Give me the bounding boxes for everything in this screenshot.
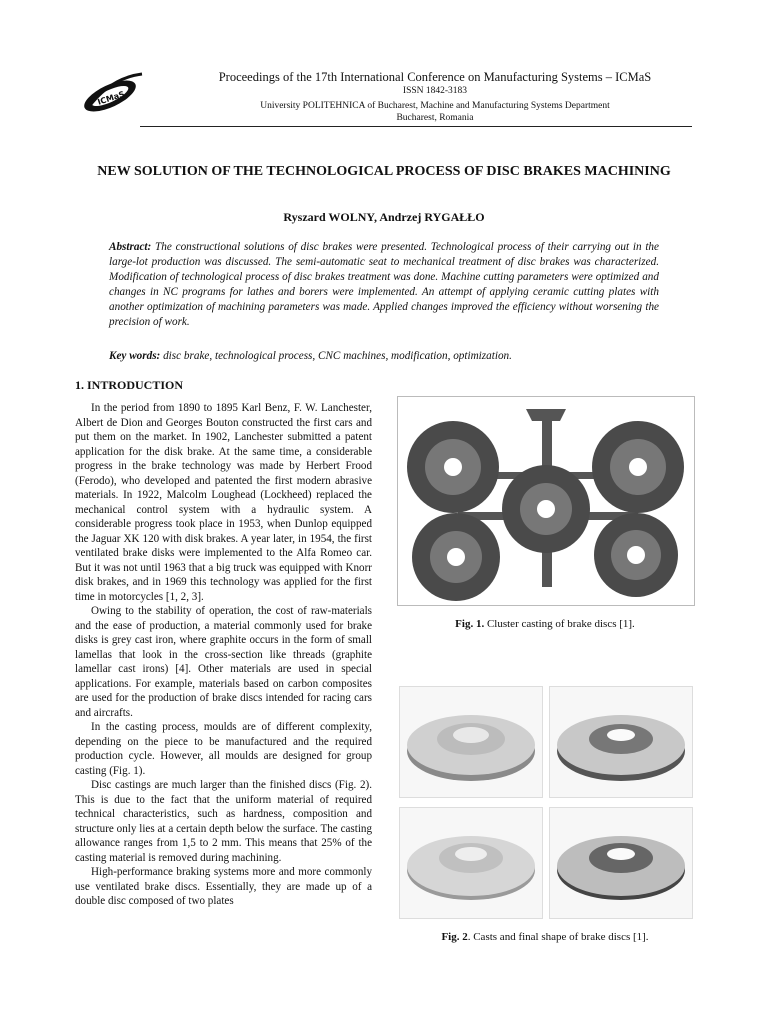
figure-brake-disc-final-ventilated [549, 686, 693, 798]
figure-2-text: . Casts and final shape of brake discs [1]. [467, 931, 649, 943]
paragraph: Disc castings are much larger than the finished discs (Fig. 2). This is due to the fact that the uniform material of required technical characteristics, such as hardness, composition and structure only lies at a certain depth below the surface. The casting allowance ranges from 1,5 to 2 mm. This means that 25% of the casting material is removed during machining. [75, 779, 372, 864]
figure-2-caption [397, 931, 693, 943]
abstract-label: Abstract: [109, 241, 152, 253]
city: Bucharest, Romania [396, 113, 474, 123]
paragraph: High-performance braking systems more and more commonly use ventilated brake discs. Essentially, they are made up of a double disc composed of two plates [75, 866, 372, 907]
icmas-logo [80, 68, 144, 118]
svg-text:ICMaS: ICMaS [96, 89, 126, 107]
abstract-text: The constructional solutions of disc brakes were presented. Technological process of their carrying out in the large-lot production was discussed. The semi-automatic seat to mechanical treatment of disc brakes was characterized. Modification of technological process of disc brakes treatment was done. Machine cutting parameters were optimized and changes in NC programs for lathes and borers were implemented. An attempt of applying ceramic cutting plates with another optimization of machining parameters was made. Applied changes improved the efficiency without worsening the precision of work. [109, 241, 659, 328]
figure-1-label: Fig. 1. [455, 618, 485, 630]
issn: ISSN 1842-3183 [402, 86, 468, 96]
paragraph: In the period from 1890 to 1895 Karl Benz, F. W. Lanchester, Albert de Dion and Georges Bouton constructed the first cars and put them on the market. In 1902, Lanchester submitted a patent application for the disk brake. At the same time, a considerable progress in the brake technology was made by Herbert Frood (Ferodo), who developed and patented the first modern abrasive materials. In 1922, Malcolm Loughead (Lockheed) replaced the mechanical control system with a hydraulic system. A considerable progress took place in 1953, when Dunlop equipped the Jaguar XK 120 with disk brakes. A year later, in 1954, the first ventilated brake disks were implemented to the Alfa Romeo car. But it was not until 1963 that a big truck was equipped with Knorr disk brakes, and in 1969 this technology was applied for the first time in motorcycles [1, 2, 3]. [75, 402, 372, 603]
figure-cluster-casting [397, 396, 695, 606]
figure-brake-disc-cast-ventilated [399, 686, 543, 798]
paragraph: In the casting process, moulds are of different complexity, depending on the piece to be manufactured and the required production cycle. However, all moulds are designed for group casting (Fig. 1). [75, 721, 372, 777]
paragraph: Owing to the stability of operation, the cost of raw-materials and the ease of production, a material commonly used for brake disks is grey cast iron, where graphite occurs in the form of small lamellas that look in the cross-section like threads (graphite lamellar cast irons) [4]. Other materials are used in special applications. For example, materials based on carbon composites are used for the production of brake discs intended for racing cars and aircrafts. [75, 605, 372, 719]
figure-1-caption [397, 618, 693, 630]
figure-2-label: Fig. 2 [441, 931, 468, 943]
conference-name: Proceedings of the 17th International Conference on Manufacturing Systems – ICMaS [218, 70, 652, 84]
keywords-text: disc brake, technological process, CNC machines, modification, optimization. [163, 350, 512, 362]
university: University POLITEHNICA of Bucharest, Machine and Manufacturing Systems Department [260, 101, 610, 111]
figure-1-text: Cluster casting of brake discs [1]. [486, 618, 635, 630]
figure-brake-disc-final-solid [549, 807, 693, 919]
keywords [109, 350, 659, 362]
paper-authors: Ryszard WOLNY, Andrzej RYGAŁŁO [283, 210, 485, 224]
abstract [109, 240, 659, 330]
body-column [75, 401, 372, 909]
header-rule [140, 126, 692, 127]
keywords-label: Key words: [109, 350, 161, 362]
section-heading: 1. INTRODUCTION [75, 378, 184, 392]
figure-brake-disc-cast-solid [399, 807, 543, 919]
paper-title: NEW SOLUTION OF THE TECHNOLOGICAL PROCESS OF DISC BRAKES MACHINING [97, 164, 671, 179]
